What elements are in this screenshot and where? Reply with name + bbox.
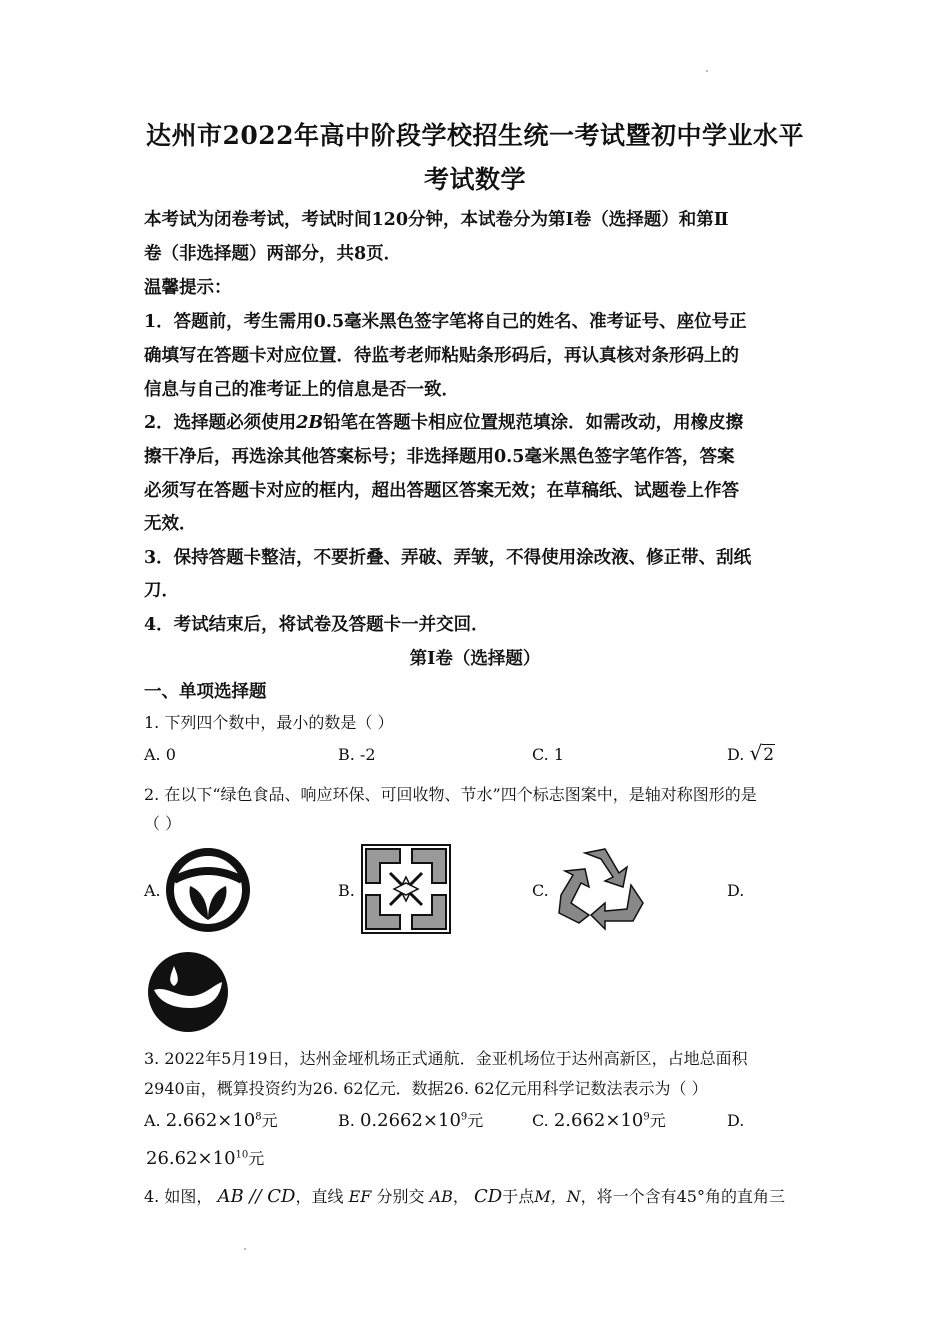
tip1-line2: 确填写在答题卡对应位置．待监考老师粘贴条形码后，再认真核对条形码上的 — [144, 346, 739, 366]
tip2-text-c: 铅笔在答题卡相应位置规范填涂．如需改动，用橡皮擦 — [323, 413, 744, 433]
scan-dot — [244, 1248, 246, 1250]
q3-option-b — [338, 1108, 483, 1131]
q4-mid2: 分别交 — [376, 1187, 425, 1206]
q1-option-c: C. 1 — [532, 745, 565, 764]
q3-stem-line1: 3. 2022年5月19日，达州金垭机场正式通航．金亚机场位于达州高新区，占地总面积 — [144, 1049, 748, 1068]
tip2-line3: 必须写在答题卡对应的框内，超出答题区答案无效；在草稿纸、试题卷上作答 — [144, 481, 739, 501]
q3-option-a — [144, 1108, 278, 1131]
q1-option-d — [727, 741, 775, 765]
q1-option-a: A. 0 — [144, 745, 176, 764]
q3-option-c-unit: 元 — [649, 1111, 666, 1130]
q4-sep: ， — [452, 1187, 469, 1206]
q2-option-a: A. — [144, 881, 161, 900]
green-food-logo-icon — [164, 846, 252, 934]
q3-option-b-label: B. — [338, 1111, 360, 1130]
q2-option-d: D. — [727, 881, 745, 900]
water-saving-logo-icon — [146, 950, 230, 1034]
tips-label: 温馨提示： — [144, 278, 232, 298]
q4-ab-parallel-cd: AB // CD — [217, 1186, 296, 1207]
q4-points-mn: M，N — [534, 1187, 581, 1206]
tip1-line1: 1．答题前，考生需用0.5毫米黑色签字笔将自己的姓名、准考证号、座位号正 — [144, 312, 747, 332]
q1-option-d-radicand: 2 — [763, 745, 775, 765]
q3-option-b-unit: 元 — [467, 1111, 484, 1130]
q3-option-d-label: D. — [727, 1111, 745, 1130]
q2-stem-line2: （ ） — [144, 814, 182, 833]
scan-dot — [706, 70, 708, 72]
q3-stem-line2: 2940亩，概算投资约为26. 62亿元．数据26. 62亿元用科学记数法表示为（ ） — [144, 1079, 708, 1098]
tip4-line: 4．考试结束后，将试卷及答题卡一并交回． — [144, 615, 489, 635]
tip3-line2: 刀． — [144, 581, 179, 601]
q3-option-d-base: 26.62×10 — [146, 1148, 236, 1169]
tip2-line2: 擦干净后，再选涂其他答案标号；非选择题用0.5毫米黑色签字笔作答，答案 — [144, 447, 735, 467]
exam-title-line1: 达州市2022年高中阶段学校招生统一考试暨初中学业水平 — [145, 121, 805, 150]
q2-option-b: B. — [338, 881, 355, 900]
section-heading: 一、单项选择题 — [144, 682, 267, 702]
q3-option-a-base: 2.662×10 — [165, 1110, 256, 1131]
q3-option-c-base: 2.662×10 — [553, 1110, 644, 1131]
q4-line-cd: CD — [473, 1186, 503, 1207]
tip2-text-a: 2．选择题必须使用 — [144, 413, 297, 433]
tip1-line3: 信息与自己的准考证上的信息是否一致． — [144, 380, 459, 400]
q3-option-a-unit: 元 — [261, 1111, 278, 1130]
q2-stem-line1: 2. 在以下“绿色食品、响应环保、可回收物、节水”四个标志图案中，是轴对称图形的是 — [144, 785, 757, 804]
q4-line-ef: EF — [348, 1187, 372, 1206]
q3-option-b-exp: 9 — [460, 1111, 468, 1123]
q3-option-a-exp: 8 — [255, 1111, 262, 1123]
q3-option-c — [532, 1108, 666, 1131]
tip3-line1: 3．保持答题卡整洁，不要折叠、弄破、弄皱，不得使用涂改液、修正带、刮纸 — [144, 548, 752, 568]
q4-mid3: 于点 — [502, 1187, 535, 1206]
tip2-line1 — [144, 409, 814, 434]
tip2-pencil-grade: 2B — [296, 413, 324, 433]
q3-option-d — [146, 1146, 264, 1169]
volume-heading: 第Ⅰ卷（选择题） — [409, 649, 541, 669]
q4-suffix: ，将一个含有45°角的直角三 — [580, 1187, 785, 1206]
q3-option-b-base: 0.2662×10 — [359, 1110, 461, 1131]
q4-line-ab: AB — [429, 1187, 453, 1206]
q4-prefix: 4. 如图， — [144, 1187, 213, 1206]
q1-option-d-label: D. — [727, 745, 750, 764]
intro-line2: 卷（非选择题）两部分，共8页． — [144, 244, 402, 264]
recycling-logo-icon — [553, 843, 645, 933]
q4-mid1: ，直线 — [295, 1187, 344, 1206]
intro-line1: 本考试为闭卷考试，考试时间120分钟，本试卷分为第Ⅰ卷（选择题）和第Ⅱ — [144, 210, 729, 230]
q3-option-a-label: A. — [144, 1111, 166, 1130]
q3-option-d-unit: 元 — [248, 1149, 265, 1168]
q1-option-b: B. -2 — [338, 745, 376, 764]
q3-option-c-exp: 9 — [643, 1111, 650, 1123]
q1-stem: 1. 下列四个数中，最小的数是（ ） — [144, 713, 394, 732]
sqrt-symbol: √ — [749, 741, 763, 765]
eco-response-logo-icon — [360, 843, 452, 935]
q2-option-c: C. — [532, 881, 549, 900]
q3-option-d-exp: 10 — [235, 1149, 249, 1161]
exam-title-line2: 考试数学 — [423, 165, 526, 194]
q3-option-c-label: C. — [532, 1111, 554, 1130]
tip2-line4: 无效． — [144, 514, 197, 534]
q4-stem-line1 — [144, 1184, 814, 1207]
